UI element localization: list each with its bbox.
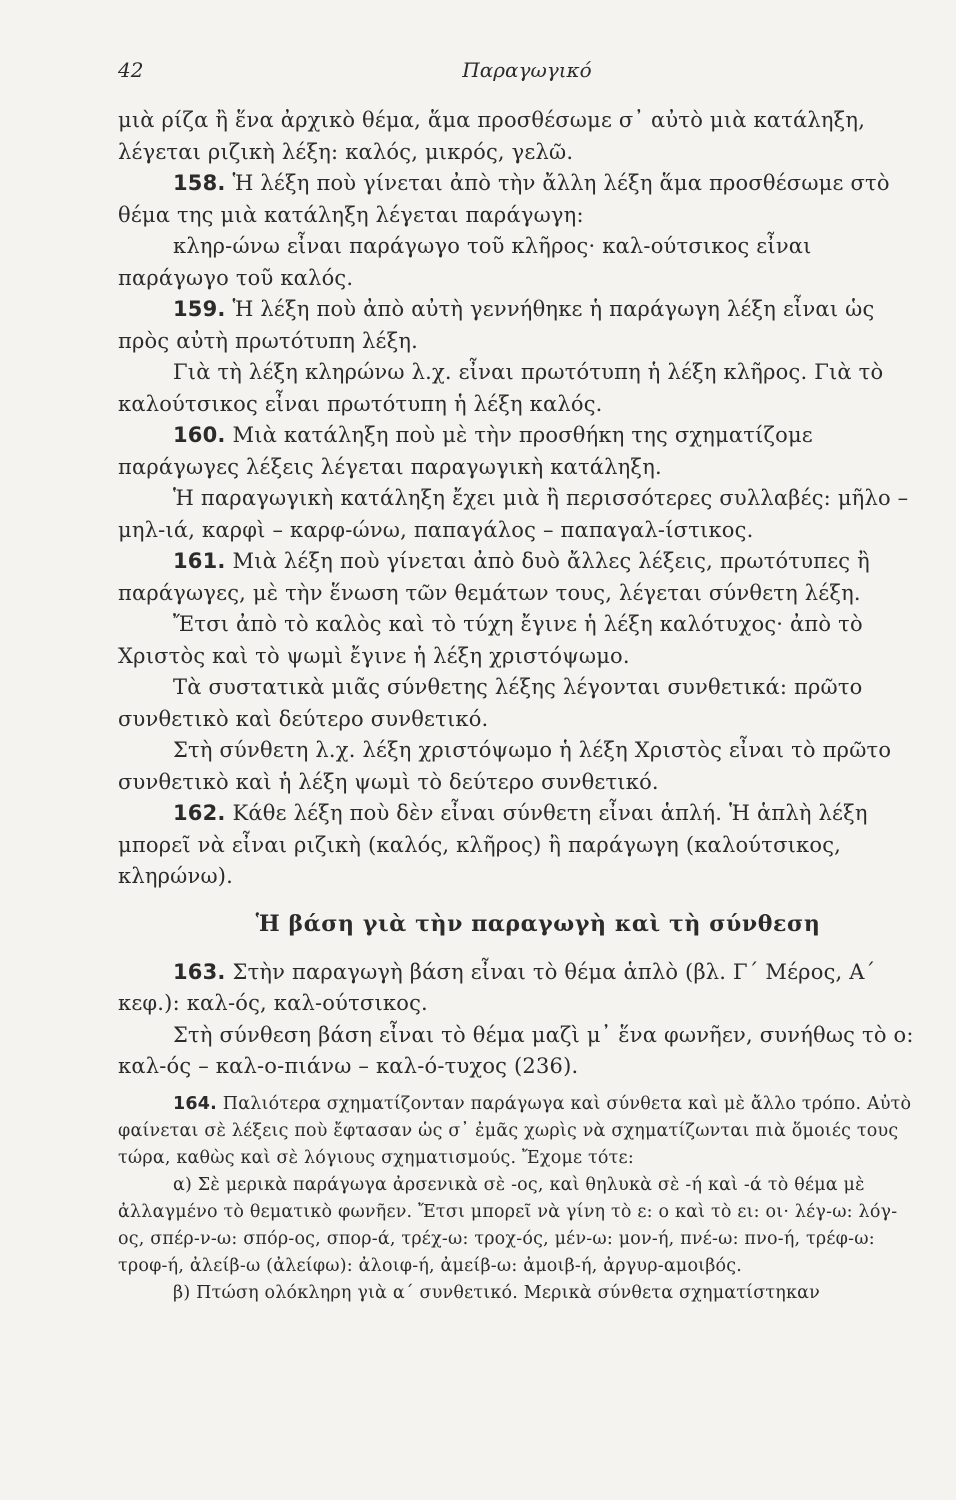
paragraph: Ἡ παραγωγικὴ κατάληξη ἔχει μιὰ ἢ περισσότερες συλλαβές: μῆλο – μηλ-ιά, καρφὶ – καρφ-ώνω, παπαγάλος – παπαγαλ-ίστικος.	[118, 486, 909, 542]
paragraph: Τὰ συστατικὰ μιᾶς σύνθετης λέξης λέγονται συνθετικά: πρῶτο συνθετικὸ καὶ δεύτερο συνθετικό.	[118, 675, 863, 731]
paragraph: μιὰ ρίζα ἢ ἕνα ἀρχικὸ θέμα, ἅμα προσθέσωμε σ᾽ αὐτὸ μιὰ κατάληξη, λέγεται ριζικὴ λέξη: καλός, μικρός, γελῶ.	[118, 108, 866, 164]
paragraph: Στὴ σύνθεση βάση εἶναι τὸ θέμα μαζὶ μ᾽ ἕνα φωνῆεν, συνήθως τὸ ο: καλ-ός – καλ-ο-πιάνω – καλ-ό-τυχος (236).	[118, 1022, 914, 1078]
paragraph-158	[118, 168, 918, 231]
section-heading: Ἡ βάση γιὰ τὴν παραγωγὴ καὶ τὴ σύνθεση	[255, 910, 821, 937]
paragraph-number: 164.	[173, 1093, 217, 1114]
paragraph-number: 161.	[173, 549, 226, 573]
paragraph-161	[118, 546, 918, 609]
page-header	[118, 58, 876, 88]
page-number: 42	[118, 58, 144, 82]
paragraph: α) Σὲ μερικὰ παράγωγα ἀρσενικὰ σὲ -ος, καὶ θηλυκὰ σὲ -ή καὶ -ά τὸ θέμα μὲ ἀλλαγμένο τὸ θεματικὸ φωνῆεν. Ἔτσι μπορεῖ νὰ γίνη τὸ ε: ο καὶ τὸ ει: οι· λέγ-ω: λόγ-ος, σπέρ-ν-ω: σπόρ-ος, σπορ-ά, τρέχ-ω: τροχ-ός, μέν-ω: μον-ή, πνέ-ω: πνο-ή, τρέφ-ω: τροφ-ή, ἀλείβ-ω (ἀλείφω): ἀλοιφ-ή, ἀμείβ-ω: ἀμοιβ-ή, ἀργυρ-αμοιβός.	[118, 1174, 898, 1276]
paragraph-162	[118, 798, 918, 893]
paragraph-text: Κάθε λέξη ποὺ δὲν εἶναι σύνθετη εἶναι ἁπλή. Ἡ ἁπλὴ λέξη μπορεῖ νὰ εἶναι ριζικὴ (καλός, κλῆρος) ἢ παράγωγη (καλούτσικος, κληρώνω).	[118, 801, 868, 888]
paragraph: Ἔτσι ἀπὸ τὸ καλὸς καὶ τὸ τύχη ἔγινε ἡ λέξη καλότυχος· ἀπὸ τὸ Χριστὸς καὶ τὸ ψωμὶ ἔγινε ἡ λέξη χριστόψωμο.	[118, 612, 863, 668]
paragraph-text: Στὴν παραγωγὴ βάση εἶναι τὸ θέμα ἁπλὸ (βλ. Γ΄ Μέρος, Α΄ κεφ.): καλ-ός, καλ-ούτσικος.	[118, 959, 876, 1015]
paragraph: Γιὰ τὴ λέξη κληρώνω λ.χ. εἶναι πρωτότυπη ἡ λέξη κλῆρος. Γιὰ τὸ καλούτσικος εἶναι πρωτότυπη ἡ λέξη καλός.	[118, 360, 884, 416]
running-title: Παραγωγικό	[462, 58, 592, 82]
paragraph-text: Μιὰ λέξη ποὺ γίνεται ἀπὸ δυὸ ἄλλες λέξεις, πρωτότυπες ἢ παράγωγες, μὲ τὴν ἕνωση τῶν θεμάτων τους, λέγεται σύνθετη λέξη.	[118, 549, 870, 605]
small-print-block	[118, 1091, 918, 1307]
paragraph-159	[118, 294, 918, 357]
paragraph-number: 162.	[173, 801, 226, 825]
paragraph-160	[118, 420, 918, 483]
paragraph-number: 163.	[173, 959, 226, 984]
paragraph-text: Παλιότερα σχηματίζονταν παράγωγα καὶ σύνθετα καὶ μὲ ἄλλο τρόπο. Αὐτὸ φαίνεται σὲ λέξεις ποὺ ἔφτασαν ὡς σ᾽ ἐμᾶς χωρὶς νὰ σχηματίζωνται πιὰ ὅμοιές τους τώρα, καθὼς καὶ σὲ λόγιους σχηματισμούς. Ἔχομε τότε:	[118, 1093, 912, 1168]
paragraph: Στὴ σύνθετη λ.χ. λέξη χριστόψωμο ἡ λέξη Χριστὸς εἶναι τὸ πρῶτο συνθετικὸ καὶ ἡ λέξη ψωμὶ τὸ δεύτερο συνθετικό.	[118, 738, 892, 794]
page-body	[118, 105, 918, 1307]
paragraph: β) Πτώση ολόκληρη γιὰ α΄ συνθετικό. Μερικὰ σύνθετα σχηματίστηκαν	[173, 1282, 820, 1303]
paragraph: κληρ-ώνω εἶναι παράγωγο τοῦ κλῆρος· καλ-ούτσικος εἶναι παράγωγο τοῦ καλός.	[118, 234, 812, 290]
paragraph-number: 159.	[173, 297, 226, 321]
paragraph-number: 160.	[173, 423, 226, 447]
paragraph-text: Μιὰ κατάληξη ποὺ μὲ τὴν προσθήκη της σχηματίζομε παράγωγες λέξεις λέγεται παραγωγικὴ κατάληξη.	[118, 423, 813, 479]
paragraph-text: Ἡ λέξη ποὺ ἀπὸ αὐτὴ γεννήθηκε ἡ παράγωγη λέξη εἶναι ὡς πρὸς αὐτὴ πρωτότυπη λέξη.	[118, 297, 875, 353]
paragraph-164	[118, 1091, 918, 1172]
paragraph-text: Ἡ λέξη ποὺ γίνεται ἀπὸ τὴν ἄλλη λέξη ἅμα προσθέσωμε στὸ θέμα της μιὰ κατάληξη λέγεται παράγωγη:	[118, 171, 890, 227]
paragraph-163	[118, 957, 918, 1020]
paragraph-number: 158.	[173, 171, 226, 195]
